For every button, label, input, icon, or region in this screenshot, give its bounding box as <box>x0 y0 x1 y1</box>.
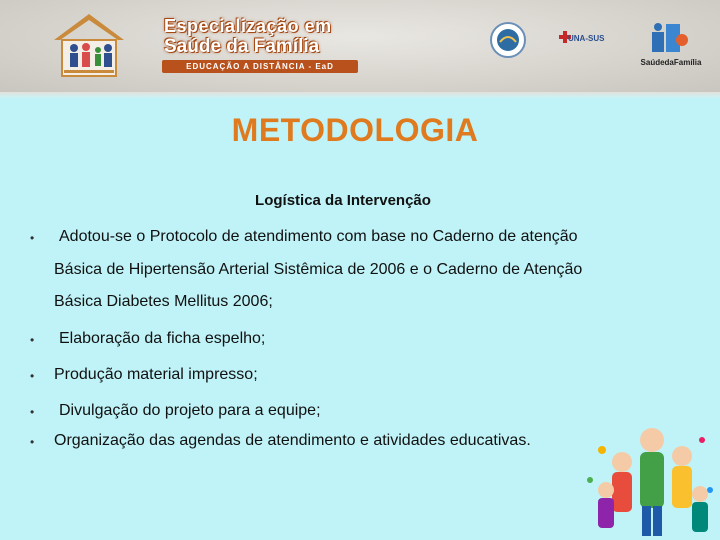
saude-familia-logo-icon <box>646 18 690 58</box>
saude-familia-label: SaúdedaFamília <box>640 58 702 67</box>
bullet-line: Adotou-se o Protocolo de atendimento com base no Caderno de atenção <box>59 228 578 245</box>
banner-line-1: Especialização em <box>164 16 332 36</box>
header-banner <box>0 0 720 92</box>
family-house-logo-icon <box>48 10 130 84</box>
bullet-marker: • <box>30 435 35 449</box>
bullet-line: Organização das agendas de atendimento e atividades educativas. <box>54 432 531 449</box>
children-group-illustration-icon <box>582 410 718 540</box>
banner-line-3: EDUCAÇÃO A DISTÂNCIA - EaD <box>162 60 358 73</box>
slide-subtitle: Logística da Intervenção <box>255 192 431 209</box>
bullet-marker: • <box>30 405 35 419</box>
unasus-logo <box>558 22 608 58</box>
bullet-line: Divulgação do projeto para a equipe; <box>59 402 321 419</box>
bullet-marker: • <box>30 369 35 383</box>
banner-line-2: Saúde da Família <box>164 36 320 57</box>
bullet-line: Básica de Hipertensão Arterial Sistêmica de 2006 e o Caderno de Atenção <box>54 261 583 278</box>
bullet-line: Elaboração da ficha espelho; <box>59 330 266 347</box>
bullet-marker: • <box>30 231 35 245</box>
header-divider <box>0 92 720 98</box>
slide-title: METODOLOGIA <box>231 112 479 148</box>
bullet-marker: • <box>30 333 35 347</box>
unasus-label: UNA-SUS <box>568 34 605 43</box>
bullet-line: Produção material impresso; <box>54 366 258 383</box>
course-banner <box>156 14 366 74</box>
university-seal-icon <box>490 22 526 58</box>
bullet-line: Básica Diabetes Mellitus 2006; <box>54 293 273 310</box>
